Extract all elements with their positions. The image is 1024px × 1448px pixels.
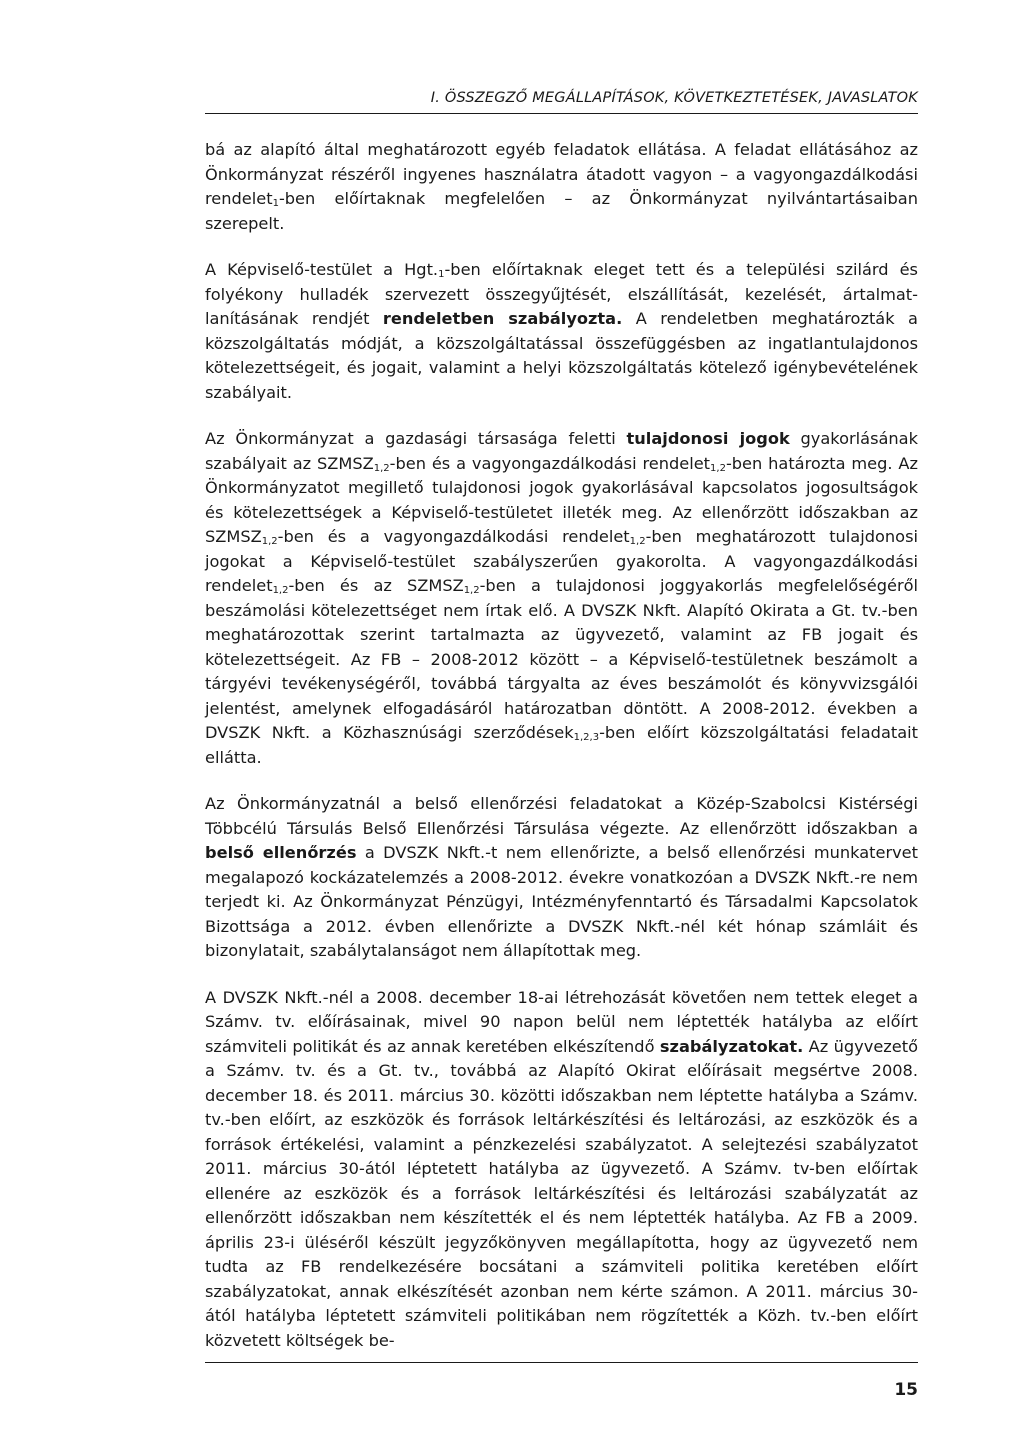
subscript-index: 1,2 — [272, 585, 289, 596]
emphasis-term: tulajdonosi jogok — [626, 429, 790, 448]
text-run: -ben határozta meg. Az Önkormányzatot megillető tulajdonosi jogok gyakorlásával kapcsolatos jogosultságok és kötelezettségek a Képviselő-testületet illeték meg. Az ellenőrzött időszakban az SZMSZ — [205, 453, 918, 546]
text-run: -ben meghatározott tulajdonosi jogokat a Képviselő-testület szabályszerűen gyakorolta. A vagyongazdálkodási rendelet — [205, 527, 918, 595]
text-run: -ben előírtaknak megfelelően – az Önkormányzat nyilvántartásaiban szerepelt. — [205, 189, 918, 233]
paragraph-accounting-rules — [205, 986, 918, 1354]
text-run: bá az alapító által meghatározott egyéb feladatok ellátása. A feladat ellátásához az Önkormányzat részéről ingyenes használatra átadott vagyon – a vagyongazdálkodási rendelet — [205, 140, 918, 208]
emphasis-term: rendeletben szabályozta. — [382, 309, 623, 328]
subscript-index: 1,2 — [463, 585, 480, 596]
page-number: 15 — [894, 1380, 918, 1400]
subscript-index: 1 — [272, 198, 279, 209]
emphasis-term: belső ellenőrzés — [205, 843, 357, 862]
subscript-index: 1,2 — [261, 536, 278, 547]
text-run: A rendeletben meghatározták a közszolgáltatás módját, a közszolgáltatással összefüggésben az ingatlantulajdonos kötelezettségeit, és jogait, valamint a helyi közszolgáltatás kötelező igénybevételének szabályait. — [205, 309, 918, 402]
text-run: -ben előírt közszolgáltatási feladatait ellátta. — [205, 723, 918, 767]
text-run: -ben és a vagyongazdálkodási rendelet — [389, 453, 711, 473]
subscript-index: 1,2 — [710, 462, 726, 474]
footer-rule — [205, 1362, 918, 1363]
header-rule — [205, 113, 918, 114]
text-run: -ben előírtaknak eleget tett és a települési szilárd és folyékony hulladék szervezett összegyűjtését, elszállítását, kezelését, ártalmatlanításának rendjét — [205, 260, 918, 328]
subscript-index: 1,2 — [373, 462, 390, 474]
text-run: Az Önkormányzat a gazdasági társasága feletti — [205, 429, 627, 448]
running-header: I. ÖSSZEGZŐ MEGÁLLAPÍTÁSOK, KÖVETKEZTETÉSEK, JAVASLATOK — [430, 90, 918, 106]
subscript-index: 1,2 — [629, 536, 646, 547]
text-run: A Képviselő-testület a Hgt. — [205, 260, 439, 279]
emphasis-term: szabályzatokat. — [659, 1036, 804, 1056]
text-run: A DVSZK Nkft.-nél a 2008. december 18-ai létrehozását követően nem tettek eleget a Számv. tv. előírásainak, mivel 90 napon belül nem léptették hatályba az előírt számviteli politikát és az annak keretében elkészítendő — [205, 987, 918, 1056]
text-run: gyakorlásának szabályait az SZMSZ — [205, 429, 918, 473]
text-run: a DVSZK Nkft.-t nem ellenőrizte, a belső ellenőrzési munkatervet megalapozó kockázatelemzés a 2008-2012. évekre vonatkozóan a DVSZK Nkft.-re nem terjedt ki. Az Önkormányzat Pénzügyi, Intézményfenntartó és Társadalmi Kapcsolatok Bizottsága a 2012. évben ellenőrizte a DVSZK Nkft.-nél két hónap számláit és bizonylatait, szabálytalanságot nem állapítottak meg. — [205, 843, 918, 960]
text-run: -ben a tulajdonosi joggyakorlás megfelelőségéről beszámolási kötelezettséget nem írtak elő. A DVSZK Nkft. Alapító Okirata a Gt. tv.-ben meghatározottak szerint tartalmazta az ügyvezető, valamint az FB jogait és kötelezettségeit. Az FB – 2008-2012 között – a Képviselő-testületnek beszámolt a tárgyévi tevékenységéről, továbbá tárgyalta az éves beszámolót és könyvvizsgálói jelentést, amelynek elfogadásáról határozatban döntött. A 2008-2012. években a DVSZK Nkft. a Közhasznúsági szerződések — [205, 576, 918, 742]
body-text — [205, 138, 918, 1375]
paragraph-ownership-rights — [205, 427, 918, 770]
paragraph-waste-regulation — [205, 258, 918, 405]
text-run: Az Önkormányzatnál a belső ellenőrzési feladatokat a Közép-Szabolcsi Kistérségi Többcélú Társulás Belső Ellenőrzési Társulása végezte. Az ellenőrzött időszakban a — [205, 794, 918, 838]
subscript-index: 1 — [438, 269, 445, 280]
text-run: Az ügyvezető a Számv. tv. és a Gt. tv., továbbá az Alapító Okirat előírásait megsértve 2008. december 18. és 2011. március 30. közötti időszakban nem léptette hatályba a Számv. tv.-ben előírt, az eszközök és források leltárkészítési és leltározási, az eszközök és a források értékelési, valamint a pénzkezelési szabályzatot. A selejtezési szabályzatot 2011. március 30-ától léptetett hatályba az ügyvezető. A Számv. tv-ben előírtak ellenére az eszközök és a források leltárkészítési és leltározási szabályzatát az ellenőrzött időszakban nem készítették el és nem léptették hatályba. Az FB a 2009. április 23-i üléséről készült jegyzőkönyven megállapította, hogy az ügyvezető nem tudta az FB rendelkezésére bocsátani a számviteli politika keretében előírt szabályzatokat, annak elkészítését azonban nem kérte számon. A 2011. március 30-ától hatályba léptetett számviteli politikában nem rögzítették a Közh. tv.-ben előírt közvetett költségek be- — [205, 1036, 918, 1350]
text-run: -ben és a vagyongazdálkodási rendelet — [277, 527, 630, 546]
paragraph-task-transfer — [205, 138, 918, 236]
subscript-index: 1,2,3 — [573, 732, 600, 743]
text-run: -ben és az SZMSZ — [288, 576, 464, 595]
paragraph-internal-audit — [205, 792, 918, 964]
